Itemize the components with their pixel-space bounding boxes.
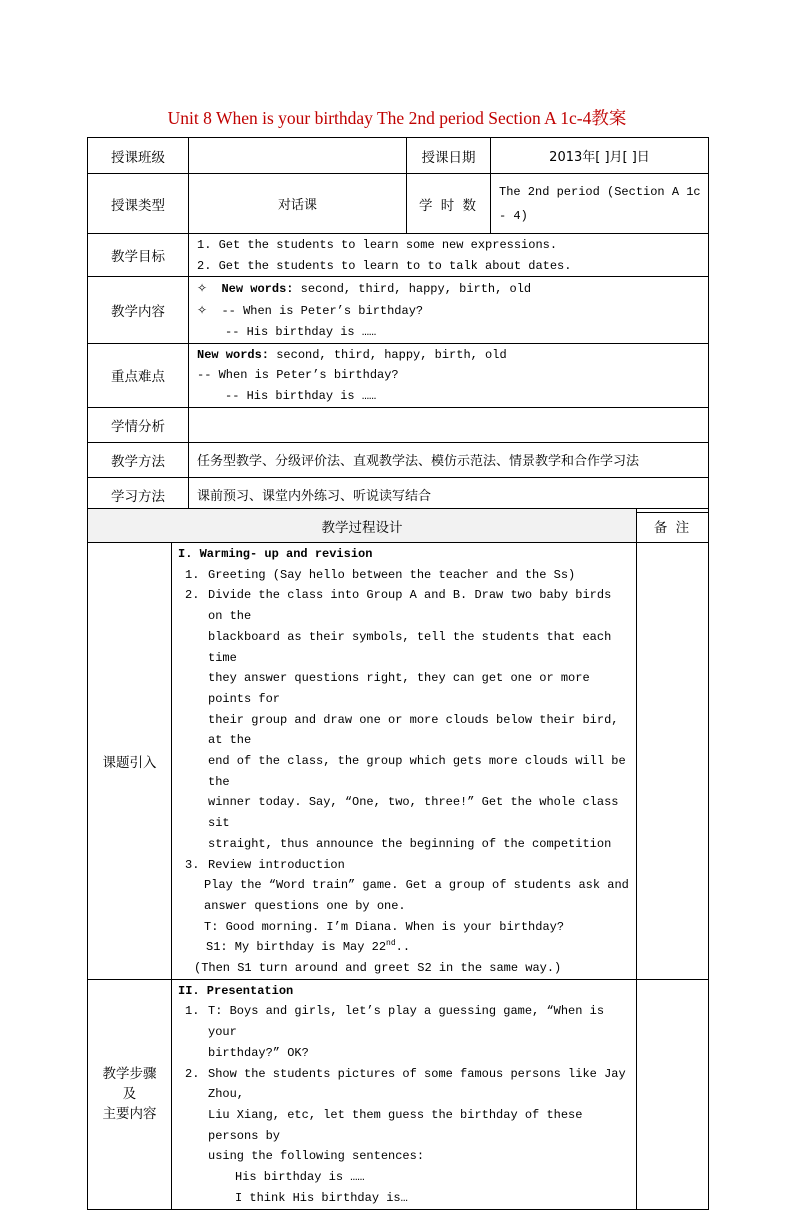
keypoints-row xyxy=(88,343,709,407)
lesson-info-table xyxy=(87,137,709,513)
intro-closing: (Then S1 turn around and greet S2 in the same way.) xyxy=(194,961,562,976)
content-question: -- When is Peter’s birthday? xyxy=(214,304,424,319)
content-row xyxy=(88,277,709,343)
intro-item-2: 2. Divide the class into Group A and B. Draw two baby birds on the blackboard as their symbols, tell the students that each time they answer questions right, they can get one or more points for their group and draw one or more clouds below their bird, at the end of the class, the group which gets more clouds will be the winner today. Say, “One, two, three!” Get the whole class sit straight, thus announce the beginning of the competition xyxy=(185,588,626,851)
bullet-icon: ✧ xyxy=(197,281,208,296)
methods-row xyxy=(88,442,709,477)
type-label: 授课类型 xyxy=(88,174,189,234)
steps-label-line-1: 教学步骤 xyxy=(102,1066,157,1083)
new-words-list: second, third, happy, birth, old xyxy=(293,282,532,297)
learning-value: 课前预习、课堂内外练习、听说读写结合 xyxy=(189,477,709,512)
date-value: 2013年[ ]月[ ]日 xyxy=(491,138,709,174)
keypoints-answer: -- His birthday is …… xyxy=(225,388,377,403)
document-title: Unit 8 When is your birthday The 2nd period Section A 1c-4教案 xyxy=(167,108,627,128)
process-table xyxy=(87,508,709,1210)
keypoints-question: -- When is Peter’s birthday? xyxy=(197,368,399,383)
analysis-value xyxy=(189,407,709,442)
class-label: 授课班级 xyxy=(88,138,189,174)
content-answer: -- His birthday is …… xyxy=(225,324,377,339)
content-label: 教学内容 xyxy=(88,277,189,343)
analysis-row xyxy=(88,407,709,442)
process-header-row xyxy=(88,509,709,543)
keypoints-words: second, third, happy, birth, old xyxy=(269,347,507,362)
analysis-label: 学情分析 xyxy=(88,407,189,442)
learning-row xyxy=(88,477,709,512)
steps-label-line-2: 及 xyxy=(122,1086,137,1103)
bullet-icon: ✧ xyxy=(197,303,208,318)
type-value: 对话课 xyxy=(189,174,407,234)
type-row xyxy=(88,174,709,234)
goals-label: 教学目标 xyxy=(88,234,189,277)
steps-item-2: 2. Show the students pictures of some famous persons like Jay Zhou, Liu Xiang, etc, let them guess the birthday of these persons by using the following sentences: xyxy=(185,1066,626,1164)
keypoints-prefix: New words: xyxy=(197,347,270,362)
hours-label: 学 时 数 xyxy=(407,174,491,234)
methods-value: 任务型教学、分级评价法、直观教学法、模仿示范法、情景教学和合作学习法 xyxy=(189,442,709,477)
sentence-patterns: His birthday is …… I think His birthday is… xyxy=(235,1170,408,1205)
warmup-heading: I. Warming- up and revision xyxy=(178,547,373,561)
steps-label-line-3: 主要内容 xyxy=(102,1106,157,1123)
date-label: 授课日期 xyxy=(407,138,491,174)
steps-row xyxy=(88,979,709,1209)
keypoints-label: 重点难点 xyxy=(88,343,189,407)
steps-item-1: 1. T: Boys and girls, let’s play a guessing game, “When is your birthday?” OK? xyxy=(185,1004,605,1060)
presentation-heading: II. Presentation xyxy=(178,983,294,998)
intro-notes xyxy=(637,543,709,980)
intro-extra: Play the “Word train” game. Get a group of students ask and answer questions one by one. T: Good morning. I’m Diana. When is your birthday? S1: My birthday is May 22nd.. xyxy=(178,875,630,958)
goal-1: 1. Get the students to learn some new expressions. xyxy=(197,238,558,252)
s1-line: S1: My birthday is May 22nd.. xyxy=(206,939,411,955)
process-header: 教学过程设计 xyxy=(88,509,637,543)
learning-label: 学习方法 xyxy=(88,477,189,512)
class-row xyxy=(88,138,709,174)
methods-label: 教学方法 xyxy=(88,442,189,477)
steps-notes xyxy=(637,979,709,1209)
class-value xyxy=(189,138,407,174)
intro-item-3: 3. Review introduction xyxy=(185,857,345,872)
goals-row xyxy=(88,234,709,277)
hours-value: The 2nd period (Section A 1c - 4) xyxy=(491,174,709,234)
goal-2: 2. Get the students to learn to to talk about dates. xyxy=(197,258,572,273)
notes-header: 备 注 xyxy=(637,509,709,543)
intro-item-1: 1. Greeting (Say hello between the teacher and the Ss) xyxy=(185,567,576,582)
intro-row xyxy=(88,543,709,980)
new-words-prefix: New words: xyxy=(221,282,294,297)
intro-label: 课题引入 xyxy=(88,543,172,980)
